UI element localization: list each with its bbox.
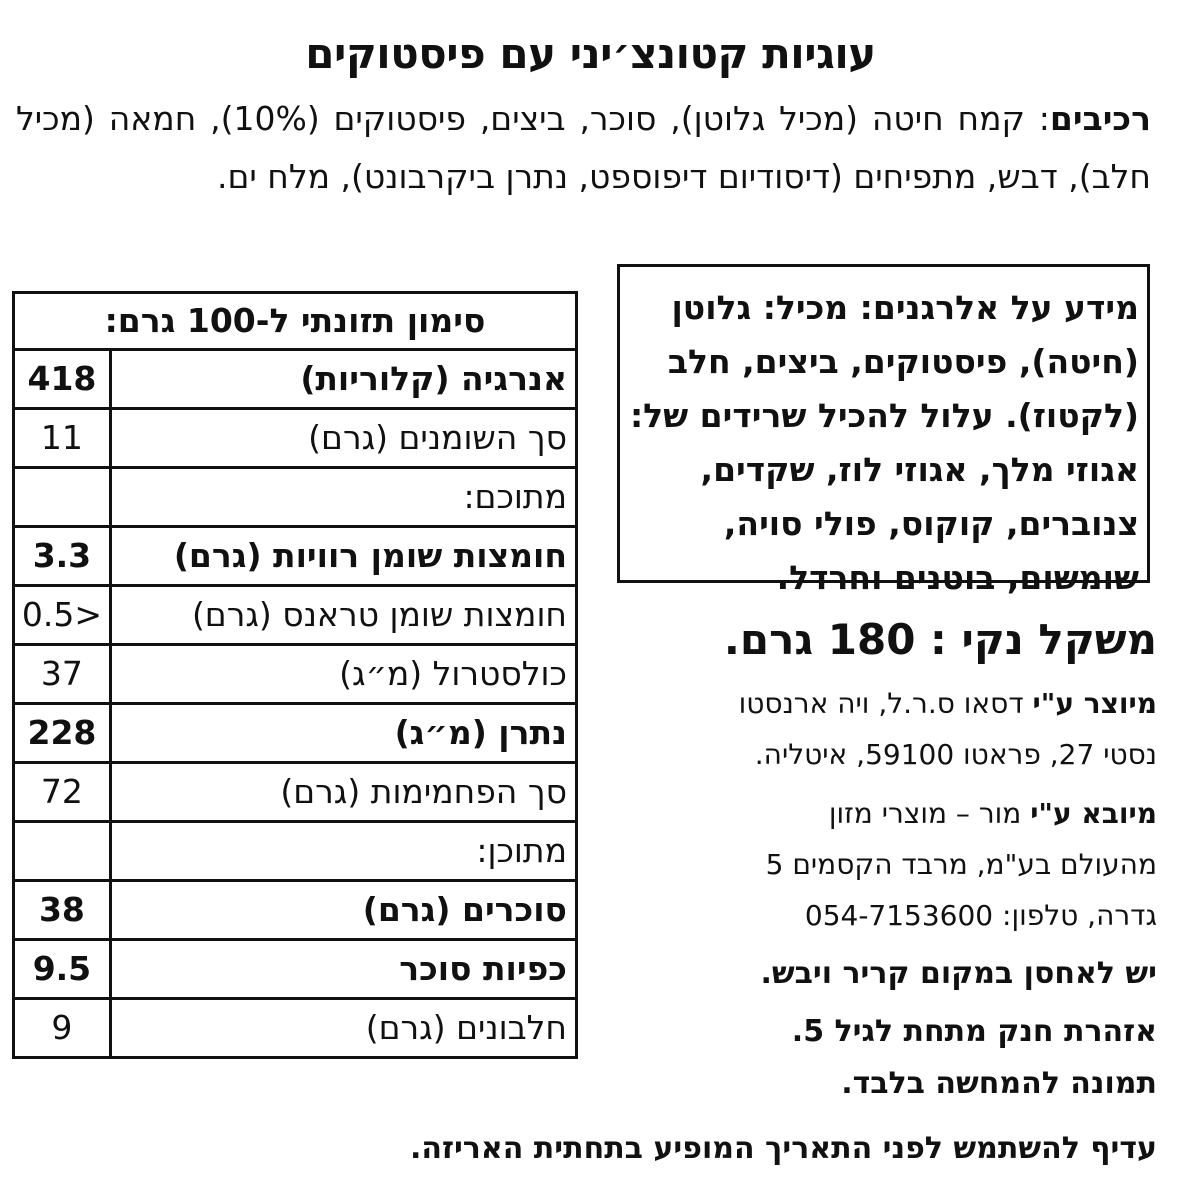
nutrition-value (14, 822, 111, 881)
manufacturer-line (637, 678, 1157, 729)
allergen-line: (חיטה), פיסטוקים, ביצים, חלב (667, 342, 1139, 381)
nutrition-label: מתוכם: (110, 468, 576, 527)
nutrition-header-row (14, 293, 577, 350)
nutrition-value: 38 (14, 881, 111, 940)
nutrition-value: 9 (14, 999, 111, 1058)
nutrition-label: כולסטרול (מ״ג) (110, 645, 576, 704)
importer-line (637, 788, 1157, 839)
nutrition-row-total-fat (14, 409, 577, 468)
nutrition-label: חומצות שומן טראנס (גרם) (110, 586, 576, 645)
nutrition-label: מתוכן: (110, 822, 576, 881)
nutrition-table (12, 291, 578, 1059)
ingredients-paragraph (16, 90, 1151, 206)
nutrition-value: 72 (14, 763, 111, 822)
nutrition-row-cholesterol (14, 645, 577, 704)
nutrition-label: כפיות סוכר (110, 940, 576, 999)
manufacturer-address: נסטי 27, פראטו 59100, איטליה. (754, 738, 1157, 771)
nutrition-label: חלבונים (גרם) (110, 999, 576, 1058)
nutrition-label: סוכרים (גרם) (110, 881, 576, 940)
allergen-line: אגוזי מלך, אגוזי לוז, שקדים, (700, 450, 1139, 489)
allergen-line: (לקטוז). עלול להכיל שרידים של: (629, 396, 1139, 435)
ingredients-label: רכיבים (1049, 99, 1151, 138)
allergen-line: צנוברים, קוקוס, פולי סויה, (723, 504, 1139, 543)
storage-note: יש לאחסן במקום קריר ויבש. (760, 956, 1157, 991)
nutrition-row-total-carbs (14, 763, 577, 822)
nutrition-label: חומצות שומן רוויות (גרם) (110, 527, 576, 586)
nutrition-header: סימון תזונתי ל-100 גרם: (14, 293, 577, 350)
nutrition-value (14, 468, 111, 527)
nutrition-value: 11 (14, 409, 111, 468)
nutrition-row-of-which-fat (14, 468, 577, 527)
ingredients-text: : קמח חיטה (מכיל גלוטן), סוכר, ביצים, פיסטוקים (10%), חמאה (מכיל חלב), דבש, מתפיחים (דיסודיום דיפוספט, נתרן ביקרבונט), מלח ים. (16, 99, 1151, 196)
nutrition-label: סך הפחמימות (גרם) (110, 763, 576, 822)
manufacturer-label: מיוצר ע"י (1032, 687, 1157, 720)
nutrition-label: סך השומנים (גרם) (110, 409, 576, 468)
nutrition-label: אנרגיה (קלוריות) (110, 350, 576, 409)
importer-phone: גדרה, טלפון: 054-7153600 (804, 899, 1157, 932)
nutrition-row-of-which-carbs (14, 822, 577, 881)
allergen-line: שומשום, בוטנים וחרדל. (776, 558, 1139, 597)
nutrition-value: 228 (14, 704, 111, 763)
nutrition-value: 37 (14, 645, 111, 704)
nutrition-row-trans-fat (14, 586, 577, 645)
choking-warning: אזהרת חנק מתחת לגיל 5. (791, 1014, 1157, 1049)
nutrition-value: 9.5 (14, 940, 111, 999)
importer-address: מהעולם בע"מ, מרבד הקסמים 5 (765, 848, 1157, 881)
nutrition-row-energy (14, 350, 577, 409)
allergen-line: מידע על אלרגנים: מכיל: גלוטן (671, 288, 1139, 327)
nutrition-row-protein (14, 999, 577, 1058)
nutrition-value: 0.5> (14, 586, 111, 645)
product-title: עוגיות קטונצ׳יני עם פיסטוקים (305, 29, 876, 78)
nutrition-row-sodium (14, 704, 577, 763)
nutrition-row-saturated-fat (14, 527, 577, 586)
net-weight: משקל נקי : 180 גרם. (723, 615, 1157, 664)
nutrition-row-sugar-teaspoons (14, 940, 577, 999)
notes (637, 948, 1157, 1110)
nutrition-row-sugars (14, 881, 577, 940)
nutrition-value: 418 (14, 350, 111, 409)
importer-name: מור – מוצרי מזון (828, 797, 1031, 830)
best-before-note: עדיף להשתמש לפני התאריך המופיע בתחתית האריזה. (409, 1131, 1157, 1166)
nutrition-value: 3.3 (14, 527, 111, 586)
importer-label: מיובא ע"י (1030, 797, 1157, 830)
manufacturer-name: דסאו ס.ר.ל, ויה ארנסטו (738, 687, 1033, 720)
allergen-box (617, 264, 1150, 597)
image-disclaimer: תמונה להמחשה בלבד. (841, 1066, 1157, 1101)
manufacturer-info (637, 678, 1157, 941)
nutrition-label: נתרן (מ״ג) (110, 704, 576, 763)
